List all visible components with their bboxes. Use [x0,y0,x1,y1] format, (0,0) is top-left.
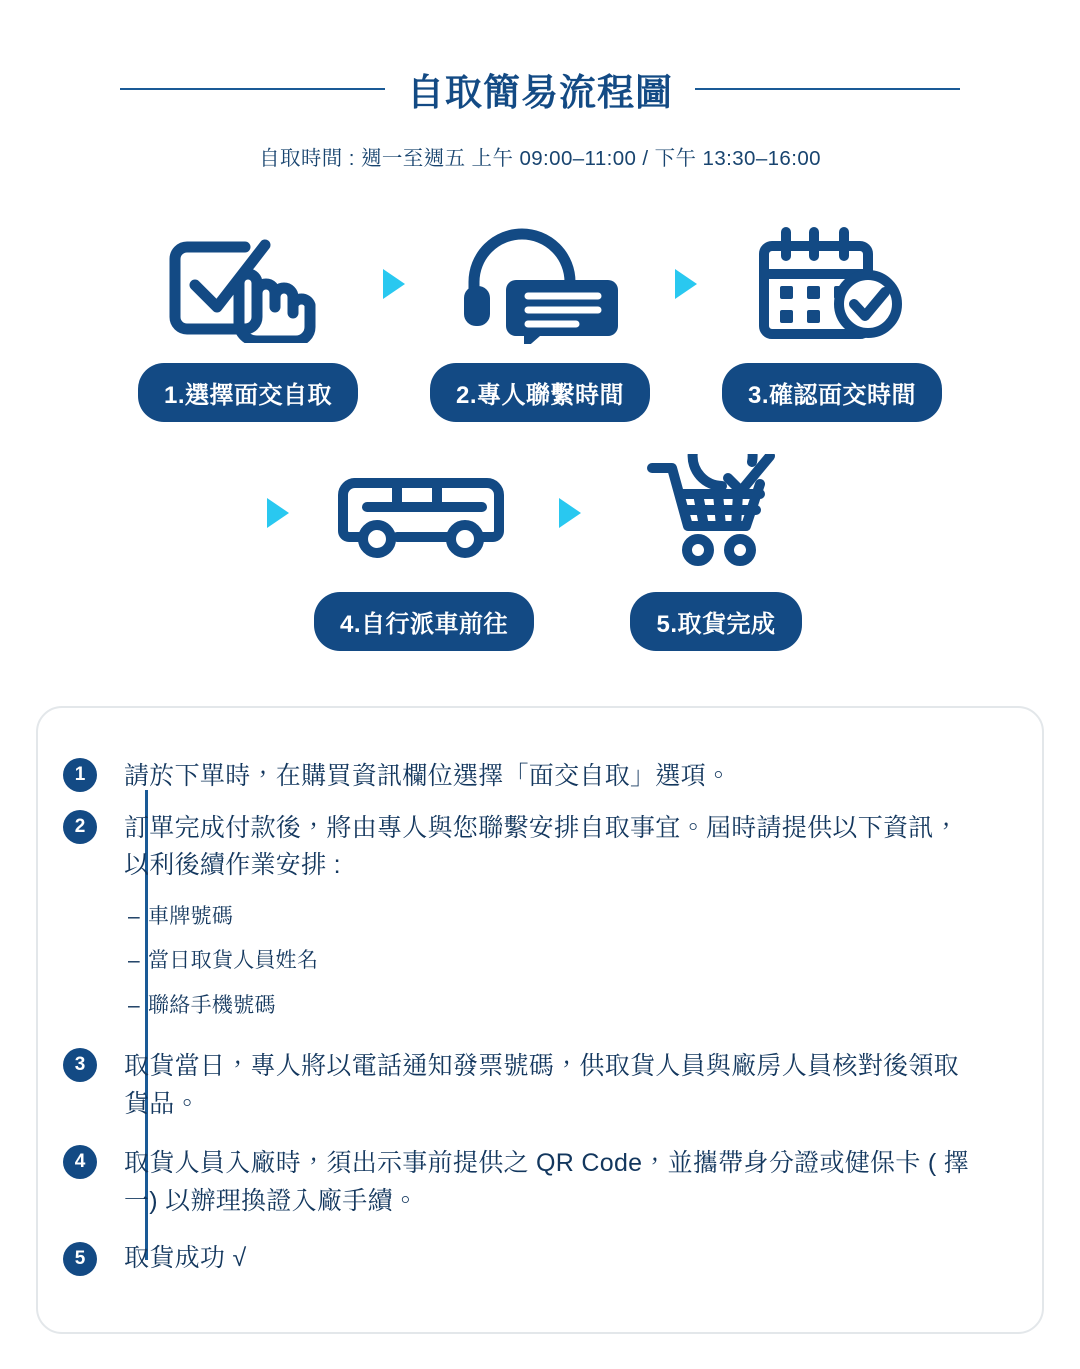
headset-chat-icon [458,219,623,349]
title-rule-right [695,88,960,90]
page-title: 自取簡易流程圖 [407,72,673,113]
instruction-text-1: 請於下單時，在購買資訊欄位選擇「面交自取」選項。 [124,762,732,790]
sub-item: – 車牌號碼 [128,904,234,928]
instruction-2-sublist [128,901,984,1023]
instruction-badge-2: 2 [63,810,97,844]
calendar-check-icon [752,219,912,349]
flow-step-3 [716,219,948,422]
shopping-cart-check-icon [646,448,786,578]
instruction-badge-3: 3 [63,1048,97,1082]
sub-item: – 當日取貨人員姓名 [128,949,319,973]
flow-arrow-2 [656,219,716,349]
page-header [0,0,1080,171]
flow-step-5 [600,448,832,651]
flow-step-2-label: 2.專人聯繫時間 [430,363,650,422]
flow-step-1-label: 1.選擇面交自取 [138,363,358,422]
flow-arrow-4 [540,448,600,578]
instruction-text-4: 取貨人員入廠時，須出示事前提供之 QR Code，並攜帶身分證或健保卡 ( 擇一) 以辦理換證入廠手續。 [124,1149,970,1215]
instruction-item-5 [74,1242,984,1275]
sub-item-label: 車牌號碼 [148,904,234,928]
instruction-text-2: 訂單完成付款後，將由專人與您聯繫安排自取事宜。屆時請提供以下資訊，以利後續作業安排 : [124,813,959,879]
flow-row-2 [0,448,1080,651]
pickup-hours-subtitle: 自取時間 : 週一至週五 上午 09:00–11:00 / 下午 13:30–16:00 [259,147,821,170]
instruction-item-4 [74,1145,984,1220]
sub-item-label: 聯絡手機號碼 [148,993,276,1017]
title-rule-left [120,88,385,90]
flow-step-2 [424,219,656,422]
flow-step-1 [132,219,364,422]
instruction-badge-4: 4 [63,1145,97,1179]
flow-diagram [0,219,1080,651]
hand-checkbox-icon [161,219,336,349]
instruction-badge-1: 1 [63,758,97,792]
flow-step-4 [308,448,540,651]
sub-item-label: 當日取貨人員姓名 [148,949,319,973]
instruction-item-1 [74,758,984,796]
flow-step-5-label: 5.取貨完成 [630,592,801,651]
instruction-item-2 [74,810,984,1023]
instruction-item-3 [74,1048,984,1123]
instructions-content [36,706,1044,1289]
instruction-text-5: 取貨成功 √ [124,1244,247,1273]
instruction-badge-5: 5 [63,1242,97,1276]
flow-row-1 [0,219,1080,422]
flow-step-4-label: 4.自行派車前往 [314,592,534,651]
flow-arrow-3 [248,448,308,578]
instruction-text-3: 取貨當日，專人將以電話通知發票號碼，供取貨人員與廠房人員核對後領取貨品。 [124,1052,959,1118]
flow-arrow-1 [364,219,424,349]
van-icon [337,448,512,578]
title-row [0,62,1080,116]
sub-item: – 聯絡手機號碼 [128,993,276,1017]
flow-step-3-label: 3.確認面交時間 [722,363,942,422]
